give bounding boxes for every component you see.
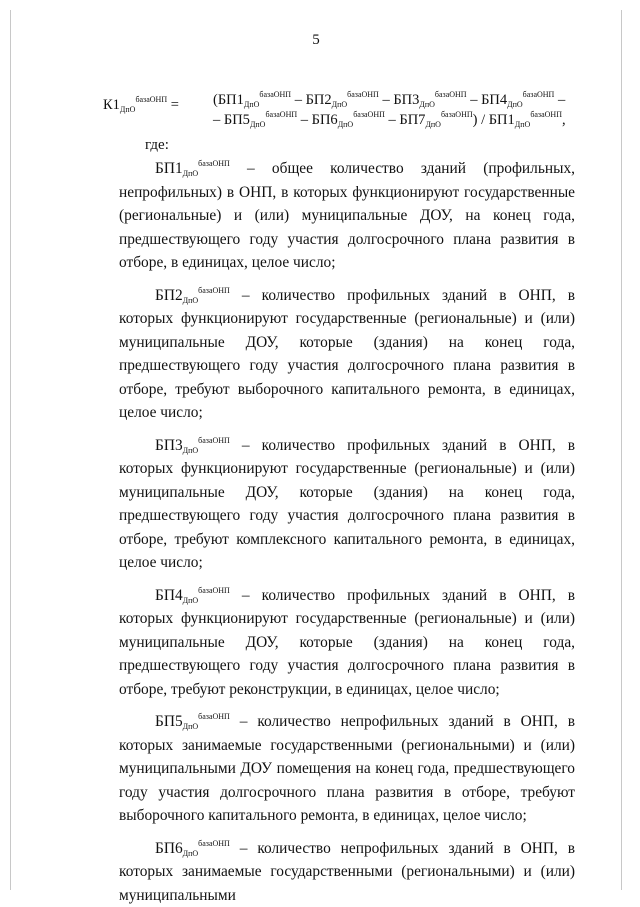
definition-bp3 (119, 434, 575, 575)
def-symbol-base: БП5 (155, 713, 183, 730)
term-base: БП3 (393, 92, 419, 108)
term-sub: ДпО (425, 120, 441, 129)
formula-lhs-equals: = (167, 97, 179, 113)
formula-lhs-base: К1 (103, 97, 120, 113)
where-label: где: (145, 137, 169, 154)
definition-bp6 (119, 837, 575, 907)
def-text: – количество профильных зданий в ОНП, в которых функционируют государственные (региональные) и (или) муниципальные ДОУ, которые (здания) на конец года, предшествующего году участия долгосрочного плана развития в отборе, требуют выборочного капитального ремонта, в единицах, целое число; (119, 287, 575, 422)
def-symbol-sup: базаОНП (198, 712, 230, 721)
formula-lhs-sub: ДпО (120, 105, 136, 114)
term-suffix: , (562, 112, 566, 128)
formula-rhs (213, 90, 566, 130)
formula-lhs-sup: базаОНП (135, 95, 167, 104)
def-symbol-sub: ДпО (183, 849, 199, 858)
term-base: БП1 (489, 112, 515, 128)
def-symbol-sub: ДпО (183, 446, 199, 455)
formula-term (297, 112, 385, 128)
term-sup: базаОНП (441, 110, 473, 119)
definitions-list (119, 157, 575, 907)
def-symbol (155, 287, 230, 304)
term-sup: базаОНП (347, 90, 379, 99)
formula-term (213, 112, 297, 128)
formula-term (379, 92, 467, 108)
def-symbol (155, 587, 230, 604)
def-symbol (155, 713, 230, 730)
term-suffix: – (554, 92, 565, 108)
term-base: БП1 (218, 92, 244, 108)
def-symbol-sub: ДпО (183, 169, 199, 178)
def-text: – количество непрофильных зданий в ОНП, в которых занимаемые государственными (региональными) и (или) муниципальными ДОУ помещения на конец года, предшествующего году участия долгосрочного плана развития в отборе, требуют выборочного капитального ремонта, в единицах, целое число; (119, 713, 575, 824)
formula-line-1 (213, 90, 566, 110)
definition-bp4 (119, 584, 575, 702)
def-symbol-sup: базаОНП (198, 586, 230, 595)
def-text: – общее количество зданий (профильных, непрофильных) в ОНП, в которых функционируют государственные (региональные) и (или) муниципальные ДОУ, на конец года, предшествующего году участия долгосрочного плана развития в отборе, в единицах, целое число; (119, 160, 575, 271)
term-sup: базаОНП (435, 90, 467, 99)
def-symbol (155, 160, 230, 177)
term-base: БП6 (312, 112, 338, 128)
definition-bp1 (119, 157, 575, 275)
formula-lhs (103, 95, 179, 115)
definition-bp2 (119, 284, 575, 425)
term-suffix: ) / (473, 112, 489, 128)
term-prefix: – (297, 112, 312, 128)
def-symbol-sub: ДпО (183, 596, 199, 605)
formula-term (291, 92, 379, 108)
def-text: – количество профильных зданий в ОНП, в которых функционируют государственные (региональные) и (или) муниципальные ДОУ, которые (здания) на конец года, предшествующего году участия долгосрочного плана развития в отборе, требуют реконструкции, в единицах, целое число; (119, 587, 575, 698)
page-number: 5 (11, 32, 621, 49)
term-sub: ДпО (250, 120, 266, 129)
def-symbol (155, 437, 230, 454)
def-symbol-base: БП3 (155, 437, 183, 454)
term-prefix: ( (213, 92, 218, 108)
term-sup: базаОНП (523, 90, 555, 99)
definition-bp5 (119, 710, 575, 828)
document-page (10, 10, 622, 890)
def-symbol-sup: базаОНП (198, 159, 230, 168)
def-symbol-sup: базаОНП (198, 839, 230, 848)
def-symbol (155, 840, 230, 857)
def-symbol-sup: базаОНП (198, 436, 230, 445)
term-sub: ДпО (332, 100, 348, 109)
term-sup: базаОНП (353, 110, 385, 119)
term-sup: базаОНП (530, 110, 562, 119)
def-text: – количество непрофильных зданий в ОНП, в которых занимаемые государственными (региональными) и (или) муниципальными (119, 840, 575, 904)
def-symbol-base: БП2 (155, 287, 183, 304)
term-sub: ДпО (515, 120, 531, 129)
term-sub: ДпО (244, 100, 260, 109)
def-symbol-sub: ДпО (183, 722, 199, 731)
formula-term (385, 112, 489, 128)
def-symbol-base: БП1 (155, 160, 183, 177)
def-text: – количество профильных зданий в ОНП, в которых функционируют государственные (региональные) и (или) муниципальные ДОУ, которые (здания) на конец года, предшествующего году участия долгосрочного плана развития в отборе, требуют комплексного капитального ремонта, в единицах, целое число; (119, 437, 575, 572)
def-symbol-base: БП6 (155, 840, 183, 857)
term-base: БП7 (399, 112, 425, 128)
def-symbol-sup: базаОНП (198, 286, 230, 295)
term-base: БП4 (481, 92, 507, 108)
term-sub: ДпО (338, 120, 354, 129)
term-base: БП5 (224, 112, 250, 128)
term-prefix: – (379, 92, 394, 108)
term-prefix: – (467, 92, 482, 108)
formula-term (467, 92, 566, 108)
term-prefix: – (291, 92, 306, 108)
term-sup: базаОНП (259, 90, 291, 99)
term-sub: ДпО (507, 100, 523, 109)
term-base: БП2 (306, 92, 332, 108)
term-prefix: – (213, 112, 224, 128)
formula-term (213, 92, 291, 108)
term-prefix: – (385, 112, 400, 128)
formula-term (489, 112, 566, 128)
formula-line-2 (213, 110, 566, 130)
def-symbol-sub: ДпО (183, 296, 199, 305)
term-sub: ДпО (419, 100, 435, 109)
term-sup: базаОНП (265, 110, 297, 119)
def-symbol-base: БП4 (155, 587, 183, 604)
